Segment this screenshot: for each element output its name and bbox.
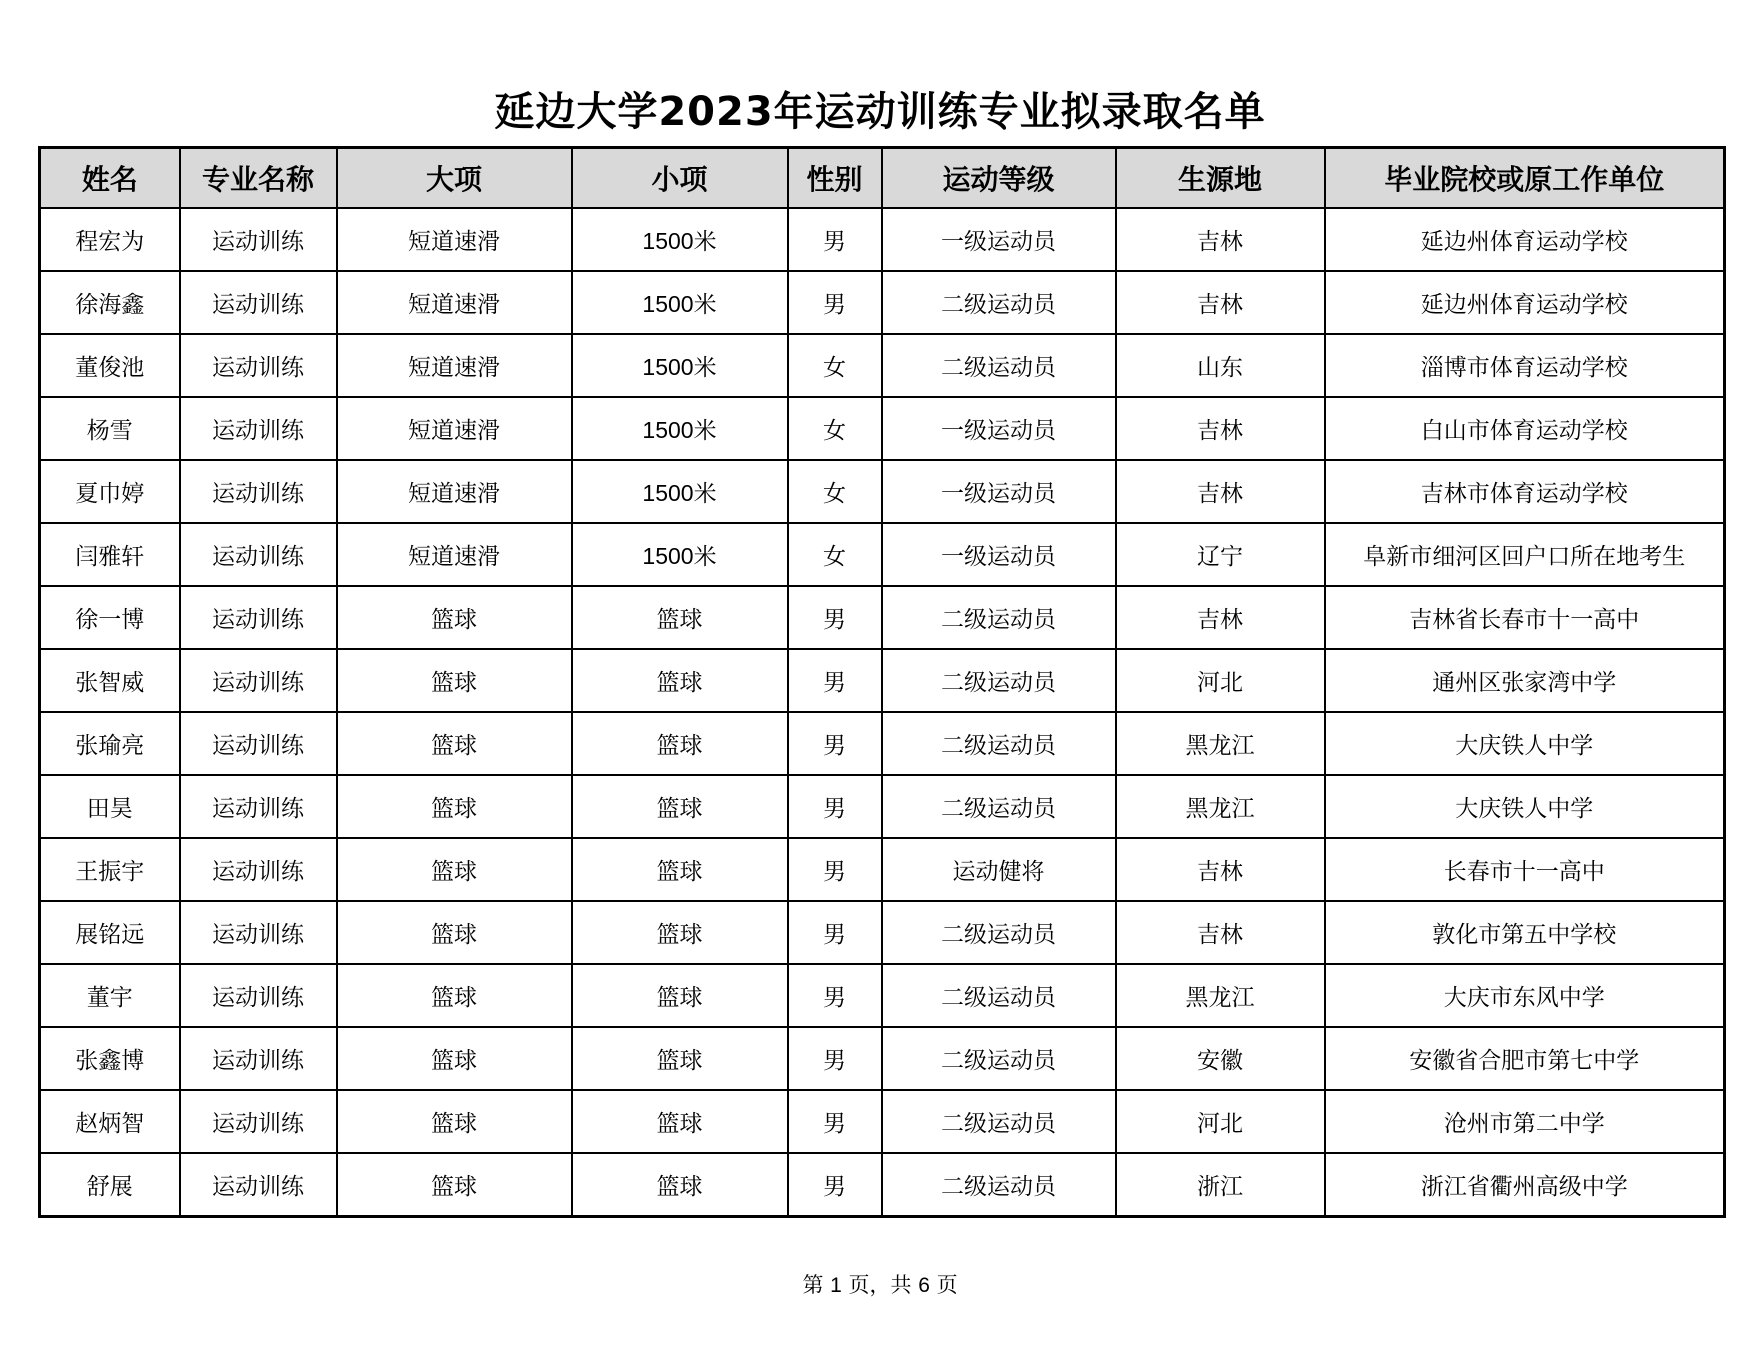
cell-sport: 短道速滑	[337, 271, 572, 334]
cell-major: 运动训练	[180, 586, 337, 649]
cell-gender: 女	[788, 397, 882, 460]
cell-school: 白山市体育运动学校	[1325, 397, 1725, 460]
cell-sport: 篮球	[337, 1090, 572, 1153]
cell-gender: 男	[788, 712, 882, 775]
table-row	[40, 271, 1725, 334]
current-page-number: 1	[830, 1274, 842, 1297]
cell-school: 大庆市东风中学	[1325, 964, 1725, 1027]
table-row	[40, 1090, 1725, 1153]
cell-major: 运动训练	[180, 208, 337, 271]
cell-sport: 篮球	[337, 964, 572, 1027]
cell-sport: 篮球	[337, 838, 572, 901]
cell-name: 王振宇	[40, 838, 180, 901]
cell-name: 徐一博	[40, 586, 180, 649]
table-row	[40, 460, 1725, 523]
cell-school: 延边州体育运动学校	[1325, 208, 1725, 271]
cell-name: 董宇	[40, 964, 180, 1027]
cell-sport: 短道速滑	[337, 208, 572, 271]
table-row	[40, 208, 1725, 271]
table-body	[40, 208, 1725, 1217]
cell-major: 运动训练	[180, 523, 337, 586]
table-row	[40, 1153, 1725, 1217]
cell-major: 运动训练	[180, 775, 337, 838]
cell-sport: 短道速滑	[337, 460, 572, 523]
cell-sport: 短道速滑	[337, 334, 572, 397]
cell-gender: 男	[788, 964, 882, 1027]
table-row	[40, 649, 1725, 712]
cell-level: 运动健将	[882, 838, 1116, 901]
header-name: 姓名	[40, 148, 180, 209]
cell-origin: 浙江	[1116, 1153, 1325, 1217]
table-row	[40, 334, 1725, 397]
cell-level: 二级运动员	[882, 334, 1116, 397]
cell-level: 一级运动员	[882, 460, 1116, 523]
table-row	[40, 964, 1725, 1027]
cell-gender: 男	[788, 271, 882, 334]
cell-event: 1500米	[572, 460, 788, 523]
cell-origin: 吉林	[1116, 271, 1325, 334]
cell-event: 篮球	[572, 901, 788, 964]
cell-name: 夏巾婷	[40, 460, 180, 523]
cell-sport: 短道速滑	[337, 397, 572, 460]
cell-event: 篮球	[572, 964, 788, 1027]
header-major: 专业名称	[180, 148, 337, 209]
header-sport: 大项	[337, 148, 572, 209]
cell-event: 1500米	[572, 397, 788, 460]
cell-origin: 吉林	[1116, 838, 1325, 901]
cell-event: 1500米	[572, 334, 788, 397]
cell-level: 二级运动员	[882, 649, 1116, 712]
cell-sport: 短道速滑	[337, 523, 572, 586]
table-header-row	[40, 148, 1725, 209]
cell-level: 二级运动员	[882, 775, 1116, 838]
cell-name: 杨雪	[40, 397, 180, 460]
cell-event: 篮球	[572, 838, 788, 901]
cell-level: 二级运动员	[882, 1090, 1116, 1153]
cell-event: 1500米	[572, 523, 788, 586]
cell-school: 阜新市细河区回户口所在地考生	[1325, 523, 1725, 586]
cell-major: 运动训练	[180, 712, 337, 775]
cell-origin: 安徽	[1116, 1027, 1325, 1090]
cell-gender: 男	[788, 1027, 882, 1090]
footer-suffix: 页	[936, 1273, 958, 1297]
cell-major: 运动训练	[180, 1027, 337, 1090]
cell-gender: 男	[788, 586, 882, 649]
cell-event: 篮球	[572, 1090, 788, 1153]
cell-school: 长春市十一高中	[1325, 838, 1725, 901]
cell-origin: 吉林	[1116, 397, 1325, 460]
header-gender: 性别	[788, 148, 882, 209]
header-event: 小项	[572, 148, 788, 209]
cell-gender: 女	[788, 460, 882, 523]
cell-major: 运动训练	[180, 1090, 337, 1153]
cell-name: 张鑫博	[40, 1027, 180, 1090]
cell-event: 篮球	[572, 586, 788, 649]
cell-sport: 篮球	[337, 712, 572, 775]
cell-gender: 男	[788, 901, 882, 964]
cell-sport: 篮球	[337, 649, 572, 712]
admission-table	[38, 146, 1726, 1218]
cell-name: 田昊	[40, 775, 180, 838]
cell-level: 二级运动员	[882, 586, 1116, 649]
cell-school: 沧州市第二中学	[1325, 1090, 1725, 1153]
cell-level: 一级运动员	[882, 208, 1116, 271]
header-level: 运动等级	[882, 148, 1116, 209]
cell-school: 吉林市体育运动学校	[1325, 460, 1725, 523]
cell-origin: 河北	[1116, 1090, 1325, 1153]
cell-level: 二级运动员	[882, 901, 1116, 964]
cell-gender: 男	[788, 208, 882, 271]
cell-origin: 河北	[1116, 649, 1325, 712]
cell-origin: 辽宁	[1116, 523, 1325, 586]
table-row	[40, 838, 1725, 901]
cell-name: 徐海鑫	[40, 271, 180, 334]
cell-origin: 吉林	[1116, 901, 1325, 964]
cell-name: 展铭远	[40, 901, 180, 964]
cell-level: 二级运动员	[882, 271, 1116, 334]
cell-origin: 吉林	[1116, 586, 1325, 649]
total-pages-number: 6	[918, 1274, 930, 1297]
cell-gender: 女	[788, 523, 882, 586]
cell-level: 二级运动员	[882, 712, 1116, 775]
cell-origin: 吉林	[1116, 460, 1325, 523]
cell-name: 闫雅轩	[40, 523, 180, 586]
cell-major: 运动训练	[180, 397, 337, 460]
cell-name: 张瑜亮	[40, 712, 180, 775]
cell-gender: 女	[788, 334, 882, 397]
cell-school: 延边州体育运动学校	[1325, 271, 1725, 334]
cell-event: 1500米	[572, 271, 788, 334]
cell-event: 篮球	[572, 775, 788, 838]
cell-level: 二级运动员	[882, 1027, 1116, 1090]
cell-school: 浙江省衢州高级中学	[1325, 1153, 1725, 1217]
cell-origin: 黑龙江	[1116, 964, 1325, 1027]
cell-origin: 山东	[1116, 334, 1325, 397]
cell-school: 安徽省合肥市第七中学	[1325, 1027, 1725, 1090]
cell-name: 赵炳智	[40, 1090, 180, 1153]
table-row	[40, 1027, 1725, 1090]
cell-major: 运动训练	[180, 901, 337, 964]
cell-school: 淄博市体育运动学校	[1325, 334, 1725, 397]
cell-major: 运动训练	[180, 271, 337, 334]
cell-sport: 篮球	[337, 586, 572, 649]
cell-school: 大庆铁人中学	[1325, 775, 1725, 838]
cell-event: 篮球	[572, 649, 788, 712]
cell-event: 1500米	[572, 208, 788, 271]
cell-origin: 吉林	[1116, 208, 1325, 271]
footer-prefix: 第	[802, 1273, 824, 1297]
header-school: 毕业院校或原工作单位	[1325, 148, 1725, 209]
cell-major: 运动训练	[180, 460, 337, 523]
cell-school: 敦化市第五中学校	[1325, 901, 1725, 964]
cell-school: 吉林省长春市十一高中	[1325, 586, 1725, 649]
cell-gender: 男	[788, 1153, 882, 1217]
cell-sport: 篮球	[337, 1153, 572, 1217]
table-row	[40, 775, 1725, 838]
cell-major: 运动训练	[180, 964, 337, 1027]
cell-school: 通州区张家湾中学	[1325, 649, 1725, 712]
cell-gender: 男	[788, 838, 882, 901]
page-footer	[0, 1270, 1760, 1301]
cell-level: 一级运动员	[882, 523, 1116, 586]
cell-major: 运动训练	[180, 838, 337, 901]
table-row	[40, 712, 1725, 775]
cell-gender: 男	[788, 649, 882, 712]
table-row	[40, 586, 1725, 649]
cell-level: 二级运动员	[882, 1153, 1116, 1217]
cell-gender: 男	[788, 1090, 882, 1153]
footer-middle: 页，共	[848, 1273, 912, 1297]
table-row	[40, 397, 1725, 460]
cell-major: 运动训练	[180, 334, 337, 397]
cell-event: 篮球	[572, 712, 788, 775]
table-row	[40, 901, 1725, 964]
cell-sport: 篮球	[337, 775, 572, 838]
cell-name: 董俊池	[40, 334, 180, 397]
cell-sport: 篮球	[337, 1027, 572, 1090]
cell-origin: 黑龙江	[1116, 775, 1325, 838]
cell-level: 一级运动员	[882, 397, 1116, 460]
cell-name: 张智威	[40, 649, 180, 712]
cell-major: 运动训练	[180, 649, 337, 712]
page-title: 延边大学2023年运动训练专业拟录取名单	[494, 89, 1266, 135]
cell-sport: 篮球	[337, 901, 572, 964]
cell-level: 二级运动员	[882, 964, 1116, 1027]
cell-school: 大庆铁人中学	[1325, 712, 1725, 775]
cell-gender: 男	[788, 775, 882, 838]
cell-origin: 黑龙江	[1116, 712, 1325, 775]
cell-event: 篮球	[572, 1153, 788, 1217]
header-origin: 生源地	[1116, 148, 1325, 209]
cell-name: 程宏为	[40, 208, 180, 271]
cell-name: 舒展	[40, 1153, 180, 1217]
cell-major: 运动训练	[180, 1153, 337, 1217]
table-row	[40, 523, 1725, 586]
cell-event: 篮球	[572, 1027, 788, 1090]
